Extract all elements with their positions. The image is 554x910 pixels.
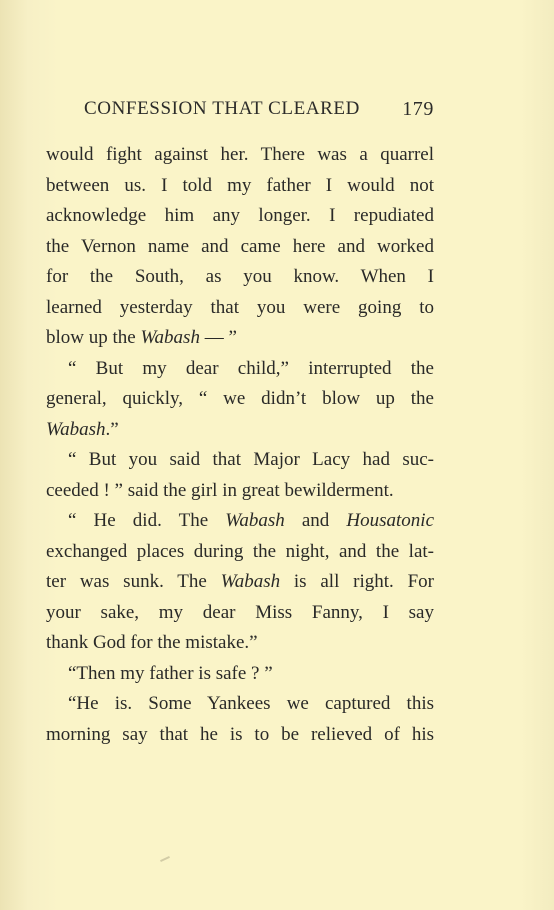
running-title: CONFESSION THAT CLEARED — [84, 98, 360, 119]
text-line — [46, 262, 434, 293]
text-run: thank God for the mistake.” — [46, 632, 258, 653]
text-line — [46, 232, 434, 263]
text-run: .” — [105, 418, 119, 440]
text-run: for the South, as you know. When I — [46, 266, 434, 287]
text-run: “He is. Some Yankees we captured this — [68, 693, 434, 714]
ship-name: Wabash — [46, 418, 106, 440]
text-line — [46, 445, 434, 476]
text-line — [46, 415, 434, 446]
text-run: general, quickly, “ we didn’t blow up the — [46, 388, 434, 409]
ship-name: Wabash — [220, 571, 281, 592]
text-run: exchanged places during the night, and the lat- — [46, 540, 434, 562]
text-line — [46, 598, 434, 629]
paper-speck — [160, 856, 170, 862]
text-run: “ But my dear child,” interrupted the — [68, 357, 434, 379]
text-run: morning say that he is to be relieved of his — [46, 723, 434, 745]
text-line — [46, 506, 434, 537]
text-run: would fight against her. There was a quarrel — [46, 144, 434, 165]
text-line — [46, 171, 434, 202]
text-run: “Then my father is safe ? ” — [68, 662, 273, 684]
text-line — [46, 201, 434, 232]
text-run: “ But you said that Major Lacy had suc- — [68, 449, 434, 470]
text-line — [46, 659, 434, 690]
text-run: blow up the — [46, 327, 141, 348]
text-run: — ” — [199, 327, 237, 348]
body-text — [46, 140, 434, 750]
page-number: 179 — [402, 98, 434, 120]
ship-name: Wabash — [140, 327, 200, 348]
text-run: ceeded ! ” said the girl in great bewilderment. — [46, 479, 394, 501]
text-line — [46, 140, 434, 171]
text-line — [46, 476, 434, 507]
text-run: the Vernon name and came here and worked — [46, 235, 434, 257]
text-run: ter was sunk. The — [46, 571, 221, 592]
text-run: “ He did. The — [68, 510, 226, 531]
running-header — [84, 98, 434, 124]
text-line — [46, 537, 434, 568]
text-run: acknowledge him any longer. I repudiated — [46, 205, 434, 226]
text-run: your sake, my dear Miss Fanny, I say — [46, 601, 434, 623]
ship-name: Housatonic — [346, 510, 434, 531]
text-run: between us. I told my father I would not — [46, 174, 434, 196]
text-line — [46, 354, 434, 385]
ship-name: Wabash — [225, 510, 285, 531]
text-run: is all right. For — [280, 571, 434, 592]
text-run: learned yesterday that you were going to — [46, 296, 434, 318]
text-line — [46, 293, 434, 324]
text-line — [46, 567, 434, 598]
text-line — [46, 384, 434, 415]
text-run: and — [284, 510, 347, 531]
text-line — [46, 720, 434, 751]
text-line — [46, 689, 434, 720]
text-line — [46, 628, 434, 659]
text-line — [46, 323, 434, 354]
